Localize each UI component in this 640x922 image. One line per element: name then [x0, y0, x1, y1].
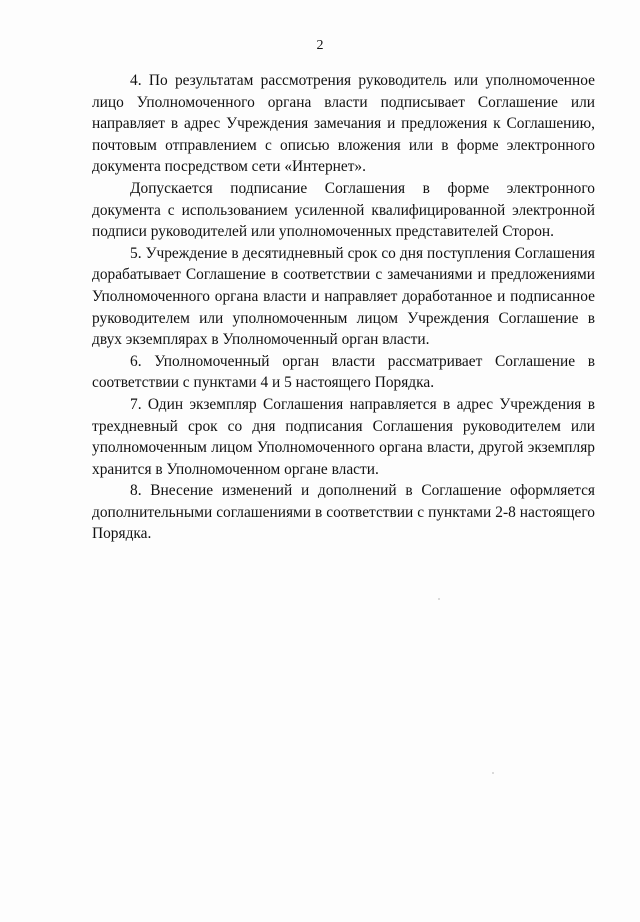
paragraph-4-electronic-signature: Допускается подписание Соглашения в форме электронного документа с использованием усиленной квалифицированной электронной подписи руководителей или уполномоченных представителей Сторон. — [92, 179, 595, 241]
paragraph-8: 8. Внесение изменений и дополнений в Соглашение оформляется дополнительными соглашениями в соответствии с пунктами 2-8 настоящего Порядка. — [92, 482, 595, 543]
scan-speck — [492, 772, 494, 774]
paragraph-5: 5. Учреждение в десятидневный срок со дня поступления Соглашения дорабатывает Соглашение в соответствии с замечаниями и предложениями Уполномоченного органа власти и направляет доработанное и подписанное руководителем или уполномоченным лицом Учреждения Соглашение в двух экземплярах в Уполномоченный орган власти. — [92, 244, 595, 349]
page-number: 2 — [316, 38, 324, 53]
paragraph-7: 7. Один экземпляр Соглашения направляется в адрес Учреждения в трехдневный срок со дня подписания Соглашения руководителем или уполномоченным лицом Уполномоченного органа власти, другой экземпляр хранится в Уполномоченном органе власти. — [92, 395, 595, 478]
scan-speck — [438, 598, 440, 600]
document-body — [92, 70, 595, 545]
paragraph-4: 4. По результатам рассмотрения руководитель или уполномоченное лицо Уполномоченного органа власти подписывает Соглашение или направляет в адрес Учреждения замечания и предложения к Соглашению, почтовым отправлением с описью вложения или в форме электронного документа посредством сети «Интернет». — [92, 72, 595, 176]
paragraph-6: 6. Уполномоченный орган власти рассматривает Соглашение в соответствии с пунктами 4 и 5 настоящего Порядка. — [92, 352, 595, 392]
